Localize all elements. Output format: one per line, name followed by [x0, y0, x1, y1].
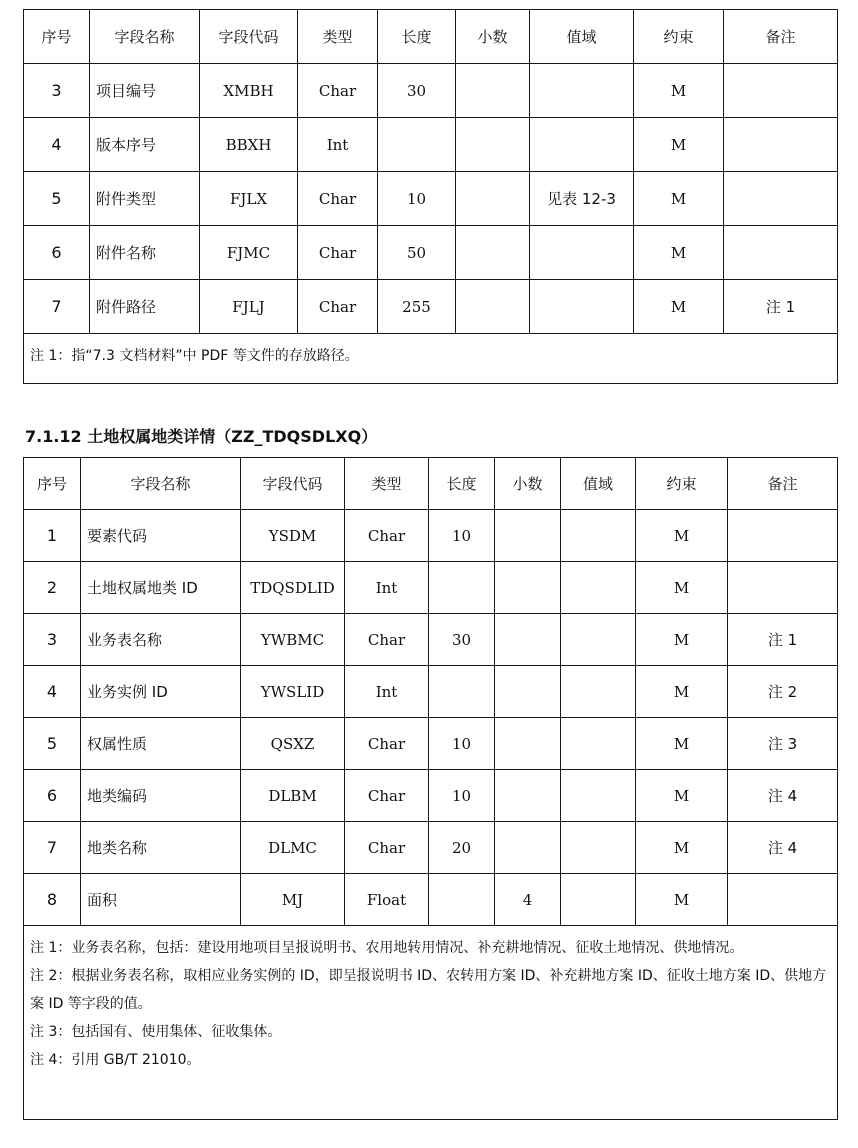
table-row [24, 226, 838, 280]
table-row [24, 510, 838, 562]
cell-domain [561, 718, 636, 770]
cell-constraint: M [636, 822, 728, 874]
cell-remark [728, 562, 838, 614]
cell-constraint: M [636, 510, 728, 562]
cell-remark: 注 1 [728, 614, 838, 666]
table-row [24, 172, 838, 226]
cell-seq: 5 [24, 172, 90, 226]
table2-notes [24, 926, 838, 1120]
cell-remark [728, 510, 838, 562]
cell-length [378, 118, 456, 172]
cell-seq: 5 [24, 718, 81, 770]
header-field-name: 字段名称 [90, 10, 200, 64]
cell-domain [530, 118, 634, 172]
header-field-code: 字段代码 [200, 10, 298, 64]
table2-header-row [24, 458, 838, 510]
header-decimal: 小数 [495, 458, 561, 510]
cell-field-code: MJ [241, 874, 345, 926]
table-row [24, 614, 838, 666]
cell-field-name: 地类名称 [81, 822, 241, 874]
cell-domain [561, 666, 636, 718]
cell-field-name: 面积 [81, 874, 241, 926]
cell-type: Char [298, 64, 378, 118]
table-row [24, 562, 838, 614]
cell-constraint: M [636, 562, 728, 614]
header-domain: 值域 [561, 458, 636, 510]
cell-decimal [495, 562, 561, 614]
cell-seq: 4 [24, 666, 81, 718]
cell-remark [724, 226, 838, 280]
header-constraint: 约束 [636, 458, 728, 510]
cell-type: Char [345, 718, 429, 770]
cell-constraint: M [634, 118, 724, 172]
cell-decimal: 4 [495, 874, 561, 926]
table1-notes-row [24, 334, 838, 384]
cell-constraint: M [634, 226, 724, 280]
table-row [24, 718, 838, 770]
cell-constraint: M [634, 64, 724, 118]
cell-domain [530, 226, 634, 280]
table2-notes-row [24, 926, 838, 1120]
cell-length: 10 [429, 770, 495, 822]
cell-constraint: M [636, 770, 728, 822]
cell-remark: 注 2 [728, 666, 838, 718]
header-seq: 序号 [24, 10, 90, 64]
cell-field-name: 业务实例 ID [81, 666, 241, 718]
cell-decimal [495, 614, 561, 666]
cell-field-code: TDQSDLID [241, 562, 345, 614]
cell-remark [724, 118, 838, 172]
cell-field-name: 附件名称 [90, 226, 200, 280]
table-row [24, 770, 838, 822]
cell-type: Char [345, 770, 429, 822]
cell-constraint: M [636, 718, 728, 770]
cell-field-code: FJMC [200, 226, 298, 280]
cell-domain [561, 822, 636, 874]
cell-remark [724, 172, 838, 226]
note-line: 注 1：指“7.3 文档材料”中 PDF 等文件的存放路径。 [30, 347, 359, 364]
cell-domain: 见表 12-3 [530, 172, 634, 226]
cell-type: Int [345, 562, 429, 614]
cell-length: 10 [429, 718, 495, 770]
table-row [24, 666, 838, 718]
cell-decimal [495, 666, 561, 718]
cell-length [429, 874, 495, 926]
header-constraint: 约束 [634, 10, 724, 64]
header-remark: 备注 [728, 458, 838, 510]
header-type: 类型 [345, 458, 429, 510]
cell-domain [561, 510, 636, 562]
cell-type: Char [298, 280, 378, 334]
cell-type: Int [345, 666, 429, 718]
table-row [24, 280, 838, 334]
cell-field-code: DLMC [241, 822, 345, 874]
cell-decimal [495, 770, 561, 822]
cell-length: 30 [378, 64, 456, 118]
cell-seq: 4 [24, 118, 90, 172]
cell-field-name: 项目编号 [90, 64, 200, 118]
header-type: 类型 [298, 10, 378, 64]
cell-decimal [495, 510, 561, 562]
cell-type: Char [345, 510, 429, 562]
cell-domain [561, 770, 636, 822]
cell-field-code: YSDM [241, 510, 345, 562]
note-line: 注 2：根据业务表名称，取相应业务实例的 ID，即呈报说明书 ID、农转用方案 ID、补充耕地方案 ID、征收土地方案 ID、供地方案 ID 等字段的值。 [30, 968, 827, 1012]
cell-domain [561, 614, 636, 666]
cell-length: 30 [429, 614, 495, 666]
cell-remark: 注 1 [724, 280, 838, 334]
cell-field-name: 业务表名称 [81, 614, 241, 666]
attachment-fields-table [23, 9, 838, 384]
cell-length [429, 666, 495, 718]
cell-decimal [456, 118, 530, 172]
cell-field-code: YWSLID [241, 666, 345, 718]
note-line: 注 1：业务表名称，包括：建设用地项目呈报说明书、农用地转用情况、补充耕地情况、征收土地情况、供地情况。 [30, 940, 744, 956]
note-line: 注 3：包括国有、使用集体、征收集体。 [30, 1024, 282, 1040]
land-ownership-fields-table [23, 457, 838, 1120]
cell-length: 255 [378, 280, 456, 334]
header-domain: 值域 [530, 10, 634, 64]
table-row [24, 118, 838, 172]
cell-field-name: 要素代码 [81, 510, 241, 562]
cell-decimal [456, 226, 530, 280]
cell-constraint: M [636, 874, 728, 926]
cell-field-name: 附件类型 [90, 172, 200, 226]
cell-seq: 3 [24, 64, 90, 118]
cell-length: 10 [429, 510, 495, 562]
header-remark: 备注 [724, 10, 838, 64]
cell-domain [561, 562, 636, 614]
table-row [24, 64, 838, 118]
cell-constraint: M [634, 280, 724, 334]
cell-field-name: 附件路径 [90, 280, 200, 334]
table-row [24, 874, 838, 926]
cell-type: Char [298, 226, 378, 280]
header-field-name: 字段名称 [81, 458, 241, 510]
cell-type: Char [345, 614, 429, 666]
cell-field-name: 权属性质 [81, 718, 241, 770]
header-decimal: 小数 [456, 10, 530, 64]
cell-field-code: FJLJ [200, 280, 298, 334]
table1-notes [24, 334, 838, 384]
cell-seq: 1 [24, 510, 81, 562]
cell-type: Int [298, 118, 378, 172]
cell-decimal [495, 822, 561, 874]
cell-field-name: 版本序号 [90, 118, 200, 172]
cell-remark: 注 4 [728, 770, 838, 822]
cell-domain [561, 874, 636, 926]
header-field-code: 字段代码 [241, 458, 345, 510]
header-length: 长度 [378, 10, 456, 64]
cell-decimal [495, 718, 561, 770]
cell-field-name: 土地权属地类 ID [81, 562, 241, 614]
cell-length: 20 [429, 822, 495, 874]
cell-seq: 7 [24, 280, 90, 334]
cell-field-code: FJLX [200, 172, 298, 226]
cell-field-code: DLBM [241, 770, 345, 822]
cell-remark [728, 874, 838, 926]
cell-constraint: M [636, 614, 728, 666]
cell-type: Char [298, 172, 378, 226]
cell-remark: 注 4 [728, 822, 838, 874]
note-line: 注 4：引用 GB/T 21010。 [30, 1052, 201, 1068]
cell-seq: 3 [24, 614, 81, 666]
cell-seq: 7 [24, 822, 81, 874]
cell-field-code: BBXH [200, 118, 298, 172]
cell-field-name: 地类编码 [81, 770, 241, 822]
cell-decimal [456, 172, 530, 226]
cell-decimal [456, 64, 530, 118]
cell-decimal [456, 280, 530, 334]
cell-constraint: M [634, 172, 724, 226]
cell-type: Char [345, 822, 429, 874]
cell-field-code: YWBMC [241, 614, 345, 666]
cell-remark [724, 64, 838, 118]
cell-seq: 2 [24, 562, 81, 614]
cell-type: Float [345, 874, 429, 926]
cell-constraint: M [636, 666, 728, 718]
table-row [24, 822, 838, 874]
table1-header-row [24, 10, 838, 64]
cell-field-code: QSXZ [241, 718, 345, 770]
cell-length: 10 [378, 172, 456, 226]
cell-seq: 6 [24, 226, 90, 280]
cell-field-code: XMBH [200, 64, 298, 118]
cell-domain [530, 64, 634, 118]
cell-seq: 8 [24, 874, 81, 926]
cell-remark: 注 3 [728, 718, 838, 770]
cell-domain [530, 280, 634, 334]
header-length: 长度 [429, 458, 495, 510]
header-seq: 序号 [24, 458, 81, 510]
cell-seq: 6 [24, 770, 81, 822]
cell-length [429, 562, 495, 614]
section-heading: 7.1.12 土地权属地类详情（ZZ_TDQSDLXQ） [25, 427, 378, 446]
cell-length: 50 [378, 226, 456, 280]
